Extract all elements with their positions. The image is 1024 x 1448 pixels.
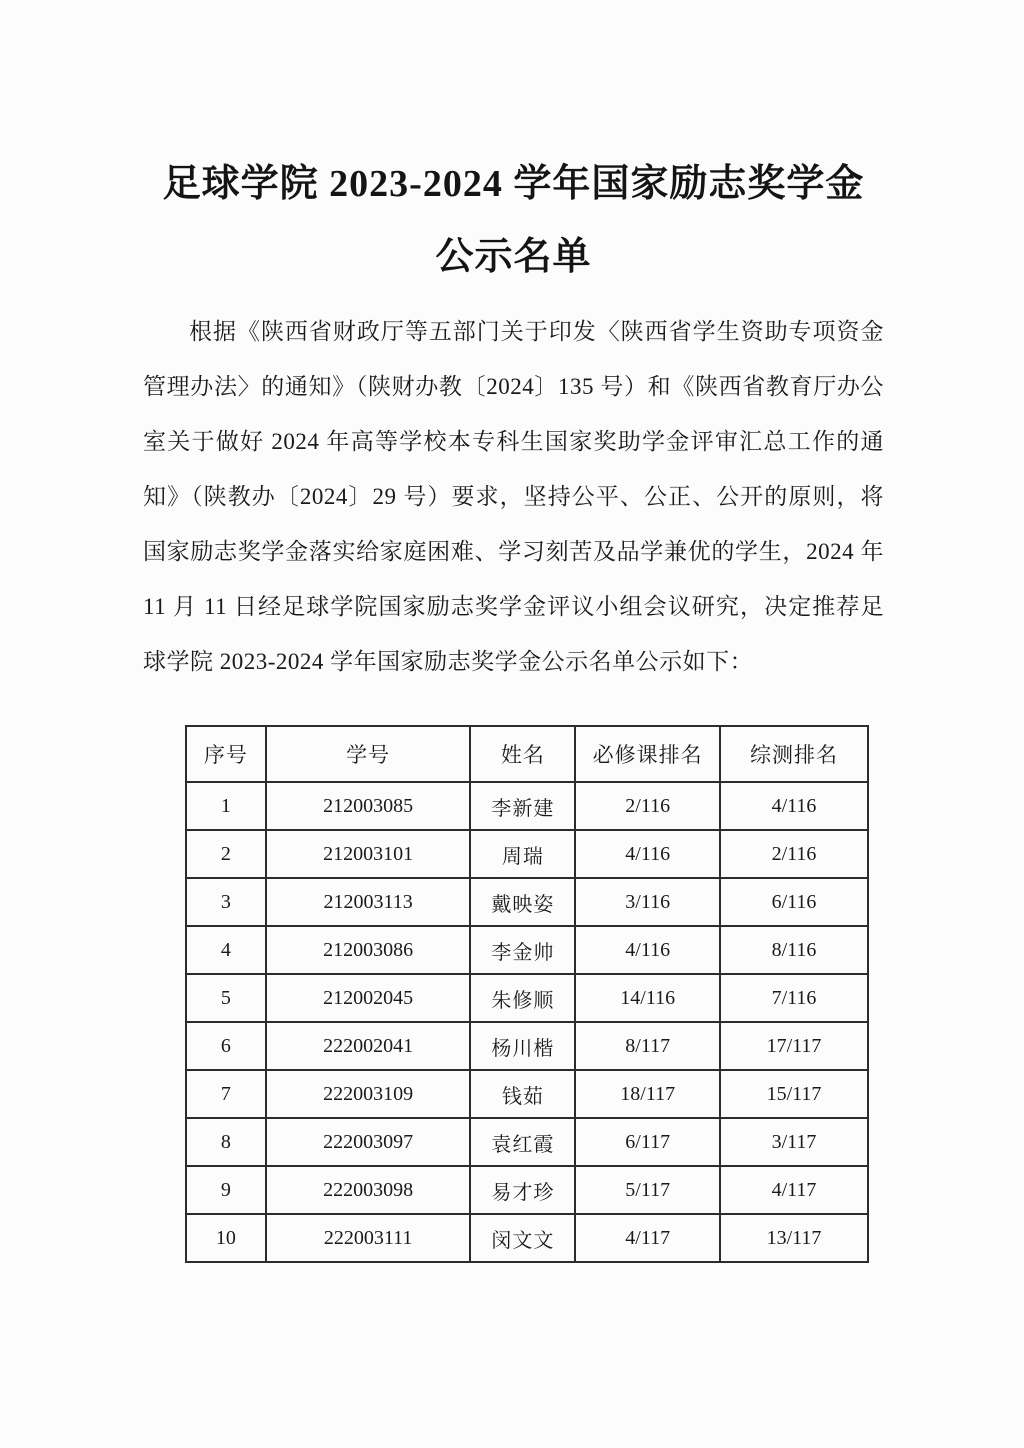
student-id-cell: 212003086 (266, 926, 471, 974)
column-header-student-id: 学号 (266, 726, 471, 782)
comprehensive-rank-cell: 6/116 (720, 878, 868, 926)
table-header-row (186, 726, 868, 782)
student-id-cell: 212003113 (266, 878, 471, 926)
required-course-rank-cell: 2/116 (575, 782, 720, 830)
serial-cell: 10 (186, 1214, 266, 1262)
comprehensive-rank-cell: 4/116 (720, 782, 868, 830)
body-paragraph: 根据《陕西省财政厅等五部门关于印发〈陕西省学生资助专项资金管理办法〉的通知》（陕财办教〔2024〕135 号）和《陕西省教育厅办公室关于做好 2024 年高等学校本专科生国家奖助学金评审汇总工作的通知》（陕教办〔2024〕29 号）要求，坚持公平、公正、公开的原则，将国家励志奖学金落实给家庭困难、学习刻苦及品学兼优的学生，2024 年 11 月 11 日经足球学院国家励志奖学金评议小组会议研究，决定推荐足球学院 2023-2024 学年国家励志奖学金公示名单公示如下： (143, 319, 884, 674)
student-id-cell: 212003085 (266, 782, 471, 830)
name-cell: 朱修顺 (470, 974, 575, 1022)
serial-cell: 3 (186, 878, 266, 926)
comprehensive-rank-cell: 2/116 (720, 830, 868, 878)
column-header-comprehensive-rank: 综测排名 (720, 726, 868, 782)
student-id-cell: 212003101 (266, 830, 471, 878)
student-id-cell: 222003111 (266, 1214, 471, 1262)
student-id-cell: 212002045 (266, 974, 471, 1022)
name-cell: 李金帅 (470, 926, 575, 974)
name-cell: 袁红霞 (470, 1118, 575, 1166)
serial-cell: 7 (186, 1070, 266, 1118)
comprehensive-rank-cell: 7/116 (720, 974, 868, 1022)
table-body (186, 782, 868, 1262)
required-course-rank-cell: 14/116 (575, 974, 720, 1022)
comprehensive-rank-cell: 3/117 (720, 1118, 868, 1166)
student-id-cell: 222002041 (266, 1022, 471, 1070)
table-row (186, 926, 868, 974)
column-header-serial: 序号 (186, 726, 266, 782)
comprehensive-rank-cell: 8/116 (720, 926, 868, 974)
scholarship-table-container (185, 725, 869, 1263)
serial-cell: 4 (186, 926, 266, 974)
scholarship-table (185, 725, 869, 1263)
student-id-cell: 222003097 (266, 1118, 471, 1166)
required-course-rank-cell: 6/117 (575, 1118, 720, 1166)
name-cell: 易才珍 (470, 1166, 575, 1214)
comprehensive-rank-cell: 17/117 (720, 1022, 868, 1070)
table-row (186, 1214, 868, 1262)
table-row (186, 782, 868, 830)
serial-cell: 8 (186, 1118, 266, 1166)
required-course-rank-cell: 18/117 (575, 1070, 720, 1118)
comprehensive-rank-cell: 15/117 (720, 1070, 868, 1118)
table-row (186, 1166, 868, 1214)
table-row (186, 1070, 868, 1118)
name-cell: 戴映姿 (470, 878, 575, 926)
serial-cell: 2 (186, 830, 266, 878)
column-header-name: 姓名 (470, 726, 575, 782)
name-cell: 钱茹 (470, 1070, 575, 1118)
name-cell: 周瑞 (470, 830, 575, 878)
required-course-rank-cell: 4/117 (575, 1214, 720, 1262)
column-header-required-course-rank: 必修课排名 (575, 726, 720, 782)
name-cell: 杨川楷 (470, 1022, 575, 1070)
required-course-rank-cell: 8/117 (575, 1022, 720, 1070)
table-row (186, 1022, 868, 1070)
document-title (143, 148, 884, 294)
serial-cell: 5 (186, 974, 266, 1022)
table-row (186, 830, 868, 878)
name-cell: 李新建 (470, 782, 575, 830)
table-row (186, 974, 868, 1022)
document-title-line2: 公示名单 (435, 236, 592, 278)
name-cell: 闵文文 (470, 1214, 575, 1262)
serial-cell: 1 (186, 782, 266, 830)
comprehensive-rank-cell: 13/117 (720, 1214, 868, 1262)
comprehensive-rank-cell: 4/117 (720, 1166, 868, 1214)
required-course-rank-cell: 5/117 (575, 1166, 720, 1214)
serial-cell: 9 (186, 1166, 266, 1214)
student-id-cell: 222003098 (266, 1166, 471, 1214)
table-row (186, 1118, 868, 1166)
required-course-rank-cell: 3/116 (575, 878, 720, 926)
serial-cell: 6 (186, 1022, 266, 1070)
student-id-cell: 222003109 (266, 1070, 471, 1118)
document-title-line1: 足球学院 2023-2024 学年国家励志奖学金 (162, 163, 865, 205)
table-row (186, 878, 868, 926)
required-course-rank-cell: 4/116 (575, 830, 720, 878)
required-course-rank-cell: 4/116 (575, 926, 720, 974)
